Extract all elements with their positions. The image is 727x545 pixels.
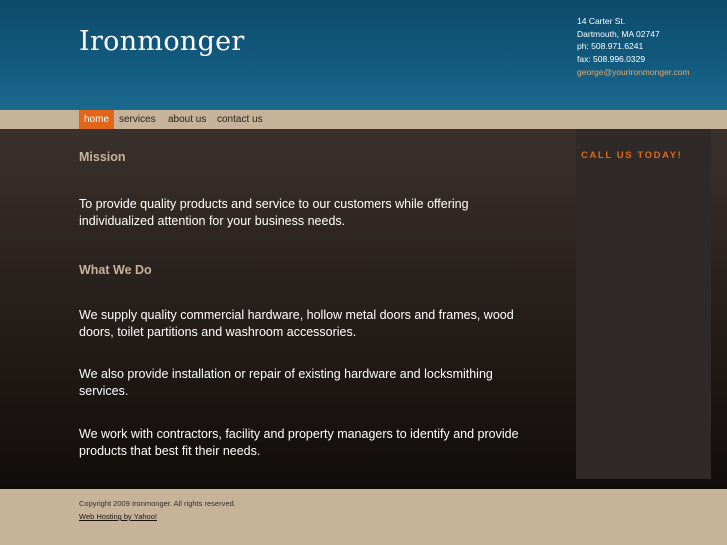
header: [0, 0, 727, 110]
mission-text: To provide quality products and service to our customers while offering individualized attention for your business needs.: [79, 197, 469, 228]
nav-item-contact-us[interactable]: contact us: [217, 114, 263, 125]
what-we-do-heading: What We Do: [79, 263, 152, 277]
email-link[interactable]: george@yourironmonger.com: [577, 66, 690, 77]
services-paragraph-2: We also provide installation or repair of existing hardware and locksmithing services.: [79, 367, 493, 398]
site-title[interactable]: Ironmonger: [79, 26, 245, 57]
nav-item-about-us[interactable]: about us: [168, 114, 207, 125]
web-hosting-link[interactable]: Web Hosting by Yahoo!: [79, 512, 157, 521]
sidebar: [576, 129, 711, 479]
nav-item-services[interactable]: services: [119, 114, 156, 125]
address-line1: 14 Carter St.: [577, 16, 626, 26]
call-us-heading: CALL US TODAY!: [581, 150, 683, 161]
copyright-text: Copyright 2009 Ironmonger. All rights reserved.: [79, 499, 236, 508]
footer: [0, 489, 727, 545]
address-line2: Dartmouth, MA 02747: [577, 28, 660, 39]
services-paragraph-3: We work with contractors, facility and property managers to identify and provide products that best fit their needs.: [79, 427, 519, 458]
nav-bar: [0, 110, 727, 129]
contact-block: [577, 15, 690, 79]
phone-number: ph: 508.971.6241: [577, 41, 644, 52]
nav-item-home[interactable]: home: [79, 110, 114, 129]
fax-number: fax: 508.996.0329: [577, 54, 646, 65]
mission-heading: Mission: [79, 150, 126, 164]
content-area: [0, 129, 727, 489]
services-paragraph-1: We supply quality commercial hardware, hollow metal doors and frames, wood doors, toilet partitions and washroom accessories.: [79, 308, 514, 339]
